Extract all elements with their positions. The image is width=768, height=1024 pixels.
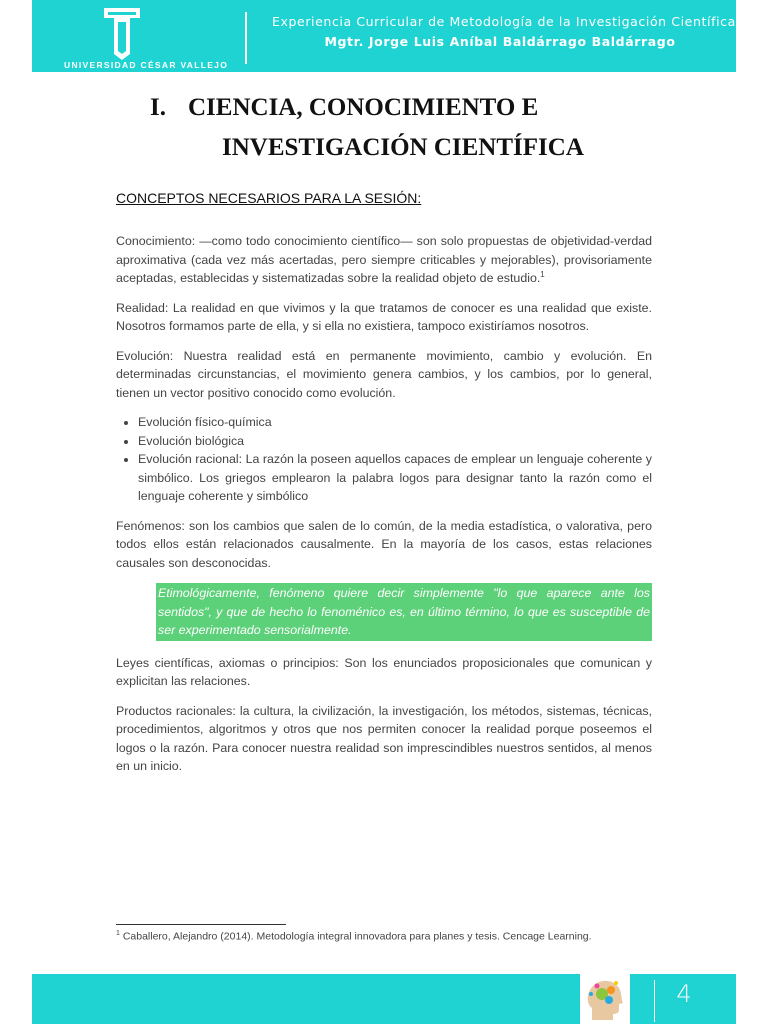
paragraph-evolucion: Evolución: Nuestra realidad está en permanente movimiento, cambio y evolución. En determinadas circunstancias, el movimiento genera cambios, y los cambios, por lo general, tienen un vector positivo conocido como evolución. bbox=[116, 348, 652, 400]
chapter-title bbox=[150, 88, 650, 168]
instructor-name: Mgtr. Jorge Luis Aníbal Baldárrago Baldárrago bbox=[324, 34, 676, 49]
footer-divider bbox=[654, 980, 655, 1022]
paragraph-fenomenos: Fenómenos: son los cambios que salen de lo común, de la media estadística, o valorativa, pero todos ellos están relacionados causalmente. En la mayoría de los casos, estas relaciones causales son desconocidas. bbox=[116, 518, 652, 570]
footnote-text: Caballero, Alejandro (2014). Metodología integral innovadora para planes y tesis. Cencage Learning. bbox=[122, 930, 592, 943]
footnote-reference[interactable]: 1 bbox=[540, 269, 545, 279]
footnote-separator bbox=[116, 924, 286, 925]
university-logo bbox=[46, 2, 229, 72]
university-name: UNIVERSIDAD CÉSAR VALLEJO bbox=[64, 60, 229, 70]
course-title: Experiencia Curricular de Metodología de la Investigación Científica bbox=[272, 14, 736, 29]
paragraph-text: Conocimiento: —como todo conocimiento científico— son solo propuestas de objetividad-verdad aproximativa (cada vez más acertadas, pero siempre criticables y mejorables), provisoriamente aceptadas, establecidas y sistematizadas sobre la realidad objeto de estudio. bbox=[116, 234, 652, 285]
page-number: 4 bbox=[676, 980, 692, 1008]
chapter-number: I. bbox=[150, 94, 166, 121]
paragraph-productos: Productos racionales: la cultura, la civilización, la investigación, los métodos, sistemas, técnicas, procedimientos, algoritmos y otros que nos permiten conocer la realidad porque poseemos el logos o la razón. Para conocer nuestra realidad son imprescindibles nuestros sentidos, al menos en un inicio. bbox=[116, 703, 652, 773]
footnote-marker: 1 bbox=[116, 930, 120, 937]
chapter-title-line1: CIENCIA, CONOCIMIENTO E bbox=[188, 94, 539, 121]
paragraph-leyes: Leyes científicas, axiomas o principios: Son los enunciados proposicionales que comunican y explicitan las relaciones. bbox=[116, 655, 652, 688]
list-item: • Evolución biológica bbox=[138, 432, 652, 451]
chapter-title-line2: INVESTIGACIÓN CIENTÍFICA bbox=[222, 134, 584, 161]
evolution-list bbox=[116, 413, 652, 506]
section-heading: CONCEPTOS NECESARIOS PARA LA SESIÓN: bbox=[116, 190, 422, 206]
list-item: • Evolución racional: La razón la poseen aquellos capaces de emplear un lenguaje coherente y simbólico. Los griegos emplearon la palabra logos para designar tanto la razón como el lenguaje coherente y simbólico bbox=[138, 450, 652, 506]
paragraph-conocimiento bbox=[116, 232, 652, 288]
logo-underline bbox=[64, 73, 214, 74]
document-body bbox=[116, 232, 652, 787]
highlighted-quote: Etimológicamente, fenómeno quiere decir simplemente "lo que aparece ante los sentidos", y que de hecho lo fenoménico es, en último término, lo que es susceptible de ser experimentado sensorialmente. bbox=[156, 583, 652, 641]
header-divider bbox=[245, 12, 247, 64]
footnote bbox=[116, 930, 676, 943]
ucv-logo-icon bbox=[100, 4, 144, 60]
head-gears-icon bbox=[580, 974, 630, 1024]
page-footer bbox=[32, 974, 736, 1024]
paragraph-realidad: Realidad: La realidad en que vivimos y la que tratamos de conocer es una realidad que existe. Nosotros formamos parte de ella, y si ella no existiera, tampoco existiríamos nosotros. bbox=[116, 300, 652, 333]
list-item: • Evolución físico-química bbox=[138, 413, 652, 432]
page-header bbox=[32, 0, 736, 72]
